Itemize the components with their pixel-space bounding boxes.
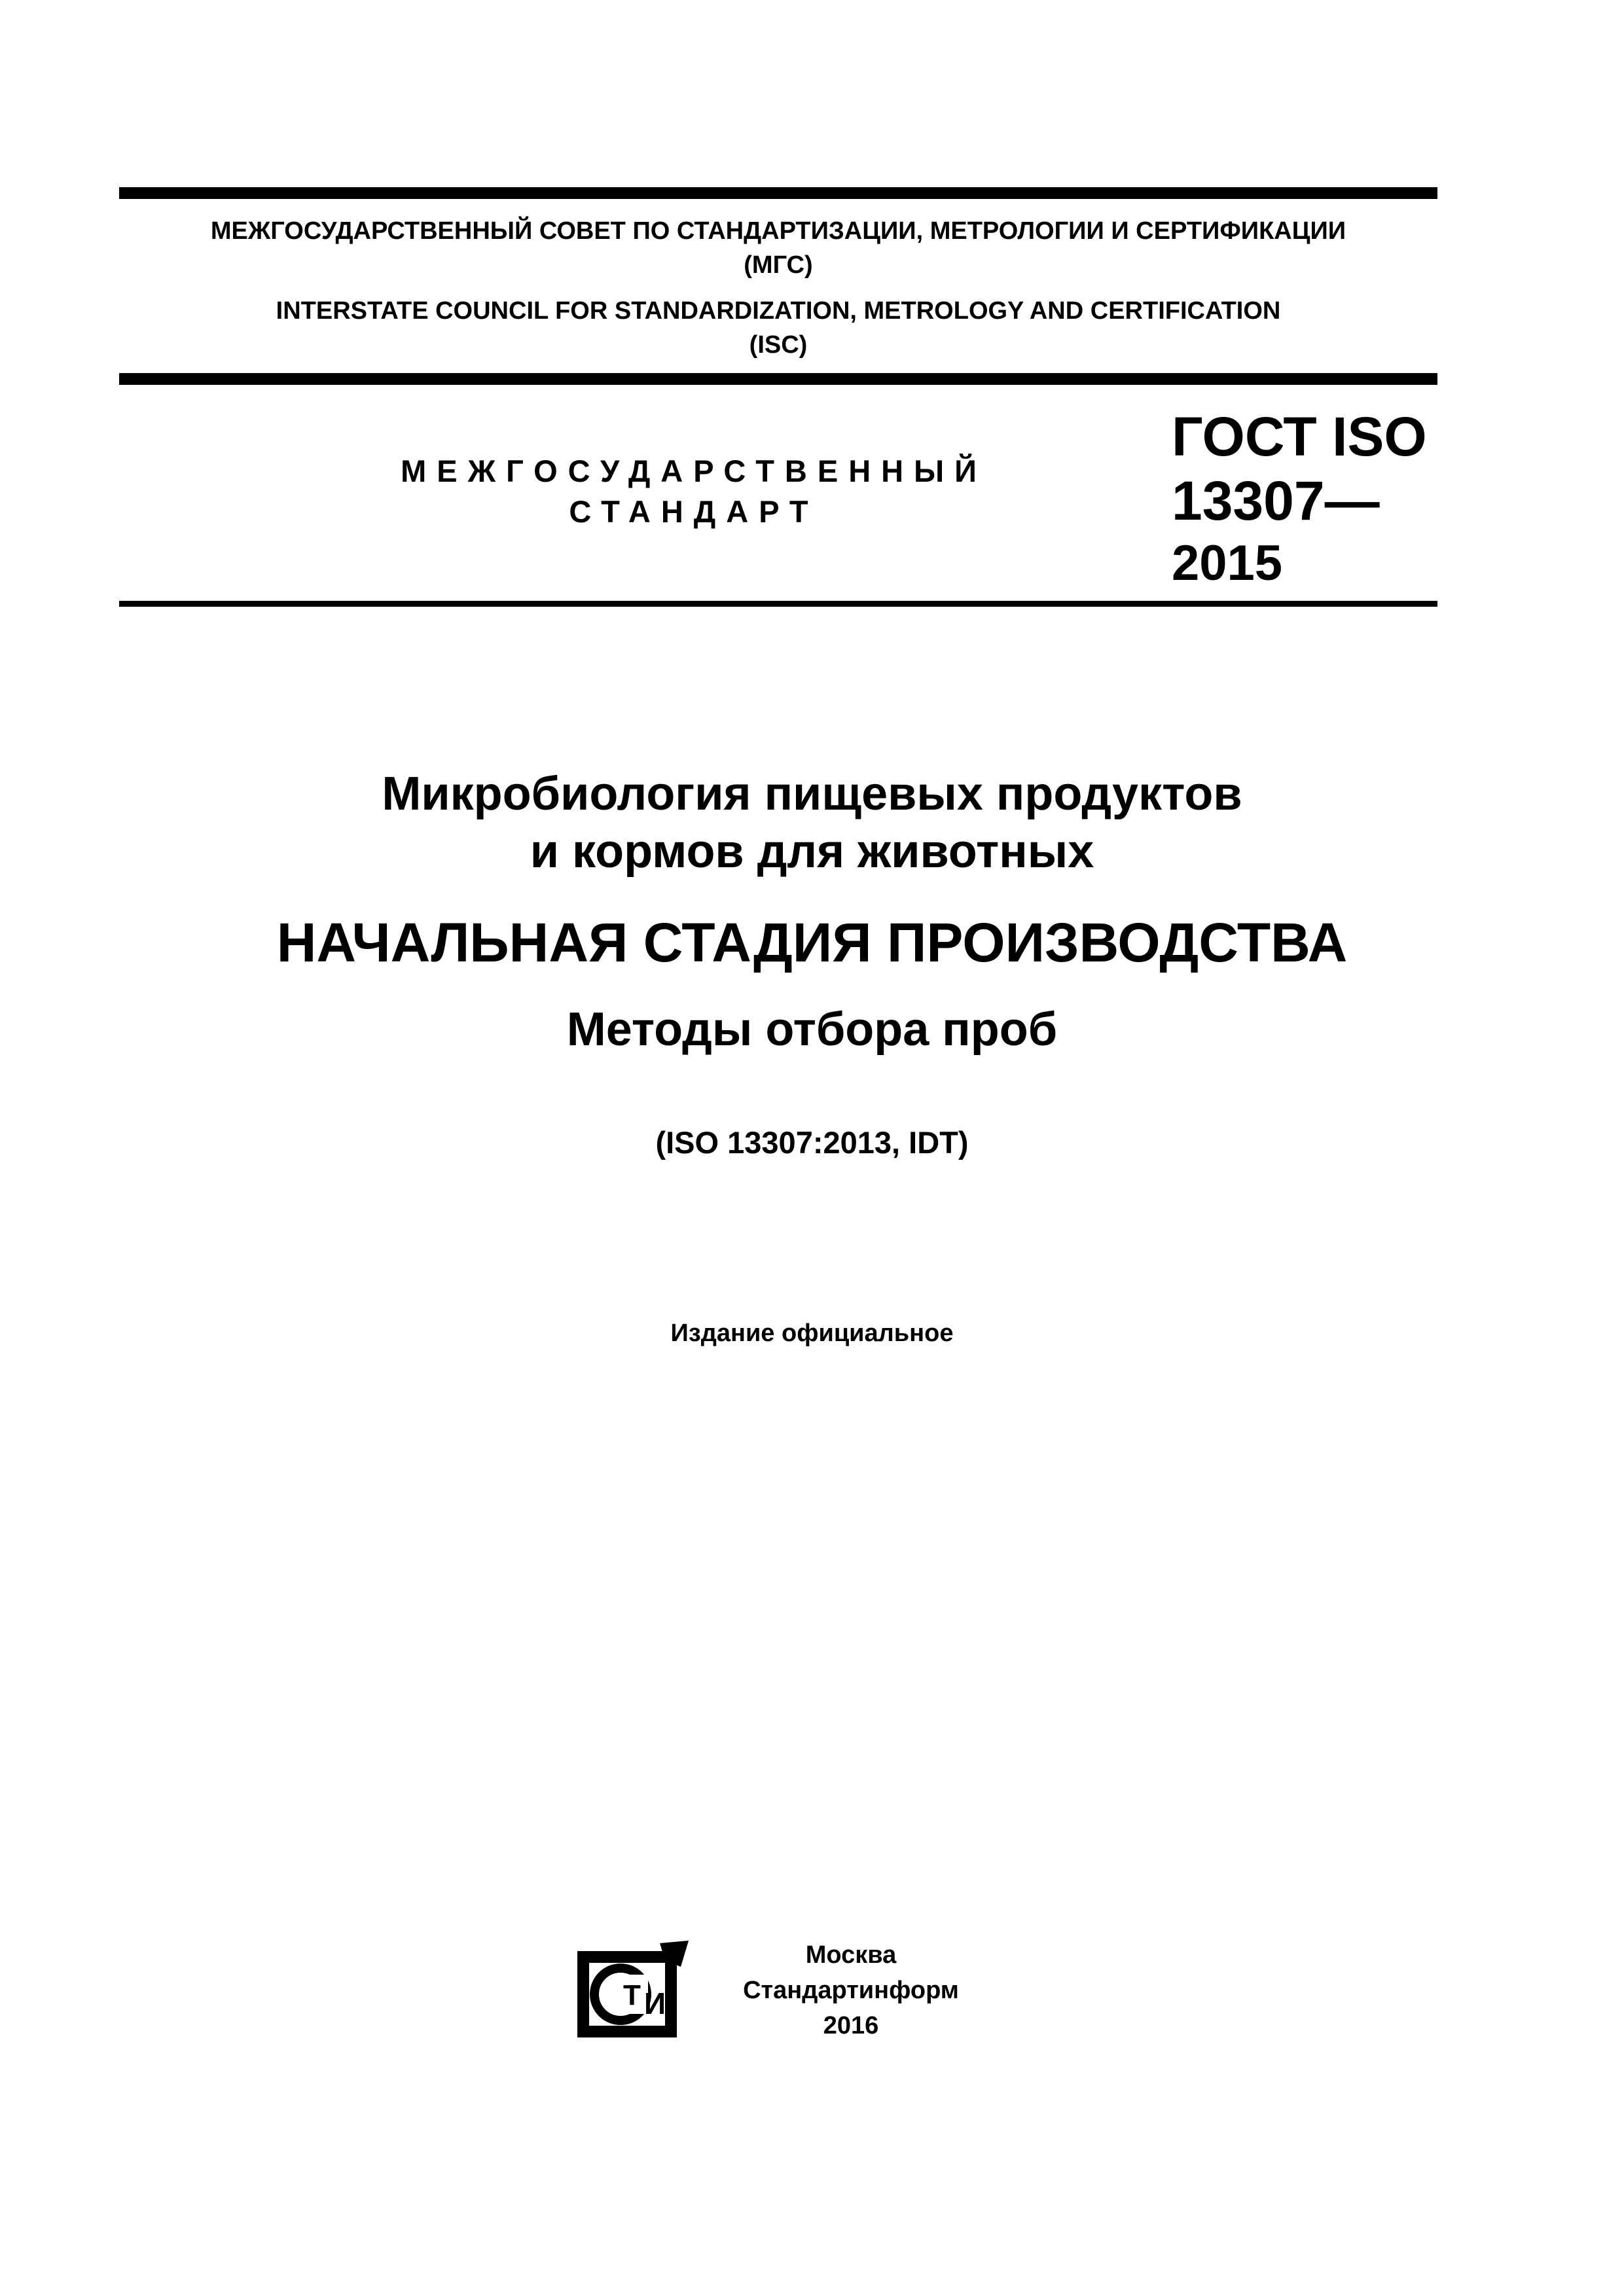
publisher-city: Москва: [805, 1941, 897, 1969]
designation-line2: 13307—: [1172, 470, 1380, 531]
svg-text:T: T: [623, 1979, 641, 2011]
title-sub: Методы отбора проб: [566, 1003, 1058, 1056]
title-line1: Микробиология пищевых продуктов: [382, 768, 1242, 820]
designation-line1: ГОСТ ISO: [1172, 406, 1427, 467]
standard-type-line2: СТАНДАРТ: [569, 494, 819, 529]
edition-label: Издание официальное: [670, 1319, 954, 1347]
council-en-line2: (ISC): [749, 331, 808, 359]
publisher-name: Стандартинформ: [743, 1977, 959, 2004]
designation-rule: [119, 601, 1437, 607]
top-rule: [119, 187, 1437, 199]
standard-type-line1: МЕЖГОСУДАРСТВЕННЫЙ: [401, 454, 987, 488]
svg-text:И: И: [644, 1986, 666, 2020]
designation-line3: 2015: [1172, 535, 1283, 591]
header-rule: [119, 373, 1437, 385]
council-ru-line2: (МГС): [744, 251, 813, 279]
title-line2: и кормов для животных: [530, 825, 1094, 878]
publisher-year: 2016: [823, 2012, 879, 2039]
council-en-line1: INTERSTATE COUNCIL FOR STANDARDIZATION, METROLOGY AND CERTIFICATION: [276, 297, 1281, 325]
council-ru-line1: МЕЖГОСУДАРСТВЕННЫЙ СОВЕТ ПО СТАНДАРТИЗАЦИИ, МЕТРОЛОГИИ И СЕРТИФИКАЦИИ: [210, 217, 1346, 245]
title-main: НАЧАЛЬНАЯ СТАДИЯ ПРОИЗВОДСТВА: [276, 912, 1348, 973]
standartinform-logo-icon: [576, 1941, 689, 2039]
title-equivalence: (ISO 13307:2013, IDT): [655, 1125, 969, 1160]
